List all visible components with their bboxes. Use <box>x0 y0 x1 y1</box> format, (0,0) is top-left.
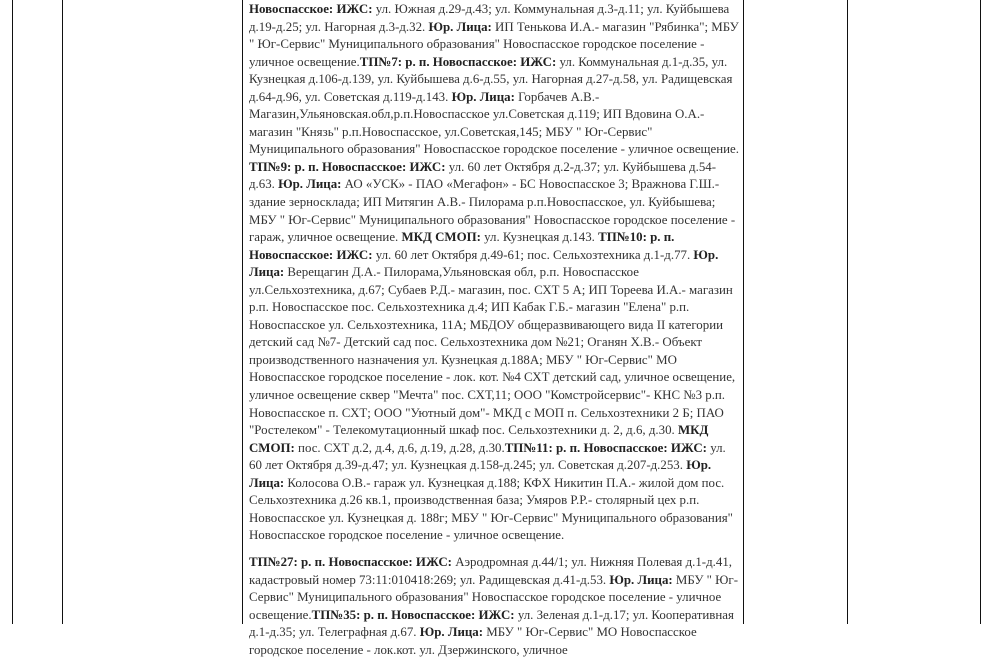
text-segment: МБУ " Юг-Сервис" Муниципального образования" Новоспасское городское поселение - уличное освещение. <box>249 572 738 622</box>
bold-label: Юр. Лица: <box>419 625 484 640</box>
column-divider <box>242 0 243 624</box>
bold-label: Юр. Лица: <box>609 572 673 587</box>
text-segment: ул. 60 лет Октября д.39-д.47; ул. Кузнецкая д.158-д.245; ул. Советская д.207-д.253. <box>249 440 726 473</box>
table-border-right <box>980 0 981 624</box>
text-segment: ИП Тенькова И.А.- магазин "Рябинка"; МБУ " Юг-Сервис" Муниципального образования" Новоспасское городское поселение - уличное освещение. <box>249 19 739 69</box>
cell-paragraph <box>249 1 739 545</box>
cell-paragraph <box>249 554 739 659</box>
text-segment: ул. 60 лет Октября д.49-61; пос. Сельхозтехника д.1-д.77. <box>372 247 694 262</box>
text-segment: Верещагин Д.А.- Пилорама,Ульяновская обл, р.п. Новоспасское ул.Сельхозтехника, д.67; Субаев Р.Д.- магазин, пос. СХТ 5 А; ИП Тореева И.А.- магазин р.п. Новоспасское пос. Сельхозтехника д.4; ИП Кабак Г.Б.- магазин "Елена" р.п. Новоспасское ул. Сельхозтехника, 11А; МБДОУ общеразвивающего вида II категории детский сад №7- Детский сад пос. Сельхозтехника дом №21; Оганян Х.В.- Объект производственного назначения ул. Кузнецкая д.188А; МБУ " Юг-Сервис" МО Новоспасское городское поселение - лок. кот. №4 СХТ детский сад, уличное освещение, уличное освещение сквер "Мечта" пос. СХТ,11; ООО "Комстройсервис"- КНС №3 р.п. Новоспасское п. СХТ; ООО "Уютный дом"- МКД с МОП п. Сельхозтехники 2 Б; ПАО "Ростелеком" - Телекомутационный шкаф пос. Сельхозтехники д. 2, д.6, д.30. <box>249 265 736 438</box>
text-segment: Горбачев А.В.- Магазин,Ульяновская.обл,р.п.Новоспасское ул.Советская д.119; ИП Вдовина О.А.- магазин "Князь" р.п.Новоспасское, ул.Советская,145; МБУ " Юг-Сервис" Муниципального образования" Новоспасское городское поселение - уличное освещение. <box>249 89 739 157</box>
bold-label: МКД СМОП: <box>249 423 709 455</box>
bold-label: Новоспасское: ИЖС: <box>249 2 373 16</box>
bold-label: Юр. Лица: <box>278 177 342 192</box>
table-border-left <box>12 0 13 624</box>
table-cell-description <box>249 1 739 659</box>
bold-label: ТП№11: р. п. Новоспасское: ИЖС: <box>504 440 707 455</box>
text-segment: ул. Южная д.29-д.43; ул. Коммунальная д.3-д.11; ул. Куйбышева д.19-д.25; ул. Нагорная д.3-д.32. <box>249 2 730 34</box>
bold-label: МКД СМОП: <box>401 230 481 245</box>
text-segment: ул. Коммунальная д.1-д.35, ул. Кузнецкая д.106-д.139, ул. Куйбышева д.6-д.55, ул. Нагорная д.27-д.58, ул. Радищевская д.64-д.96, ул. Советская д.119-д.143. <box>249 54 733 104</box>
bold-label: ТП№9: р. п. Новоспасское: ИЖС: <box>249 159 446 174</box>
column-divider <box>847 0 848 624</box>
bold-label: ТП№27: р. п. Новоспасское: ИЖС: <box>249 554 452 569</box>
bold-label: ТП№35: р. п. Новоспасское: ИЖС: <box>311 607 515 622</box>
bold-label: ТП№10: р. п. Новоспасское: ИЖС: <box>249 230 675 262</box>
bold-label: Юр. Лица: <box>249 247 719 280</box>
bold-label: Юр. Лица: <box>451 89 515 104</box>
text-segment: Аэродромная д.44/1; ул. Нижняя Полевая д.1-д.41, кадастровый номер 73:11:010418:269; ул. Радищевская д.41-д.53. <box>249 554 732 587</box>
text-segment: ул. Кузнецкая д.143. <box>480 230 599 245</box>
bold-label: Юр. Лица: <box>249 458 712 490</box>
text-segment: АО «УСК» - ПАО «Мегафон» - БС Новоспасское 3; Вражнова Г.Ш.- здание зерносклада; ИП Митягин А.В.- Пилорама р.п.Новоспасское, ул. Куйбышева; МБУ " Юг-Сервис" Муниципального образования" Новоспасское городское поселение - гараж, уличное освещение. <box>249 177 736 245</box>
text-segment: ул. 60 лет Октября д.2-д.37; ул. Куйбышева д.54-д.63. <box>249 159 716 192</box>
text-segment: Колосова О.В.- гараж ул. Кузнецкая д.188; КФХ Никитин П.А.- жилой дом пос. Сельхозтехника д.26 кв.1, производственная база; Умяров Р.Р.- столярный цех р.п. Новоспасское ул. Кузнецкая д. 188г; МБУ " Юг-Сервис" Муниципального образования" Новоспасское городское поселение - уличное освещение. <box>249 475 733 543</box>
text-segment: пос. СХТ д.2, д.4, д.6, д.19, д.28, д.30. <box>294 440 505 455</box>
text-segment: ул. Зеленая д.1-д.17; ул. Кооперативная д.1-д.35; ул. Телеграфная д.67. <box>249 607 734 640</box>
bold-label: Юр. Лица: <box>428 19 492 34</box>
bold-label: ТП№7: р. п. Новоспасское: ИЖС: <box>359 54 557 69</box>
text-segment: МБУ " Юг-Сервис" МО Новоспасское городское поселение - лок.кот. ул. Дзержинского, уличное <box>249 625 697 657</box>
column-divider <box>62 0 63 624</box>
column-divider <box>743 0 744 624</box>
